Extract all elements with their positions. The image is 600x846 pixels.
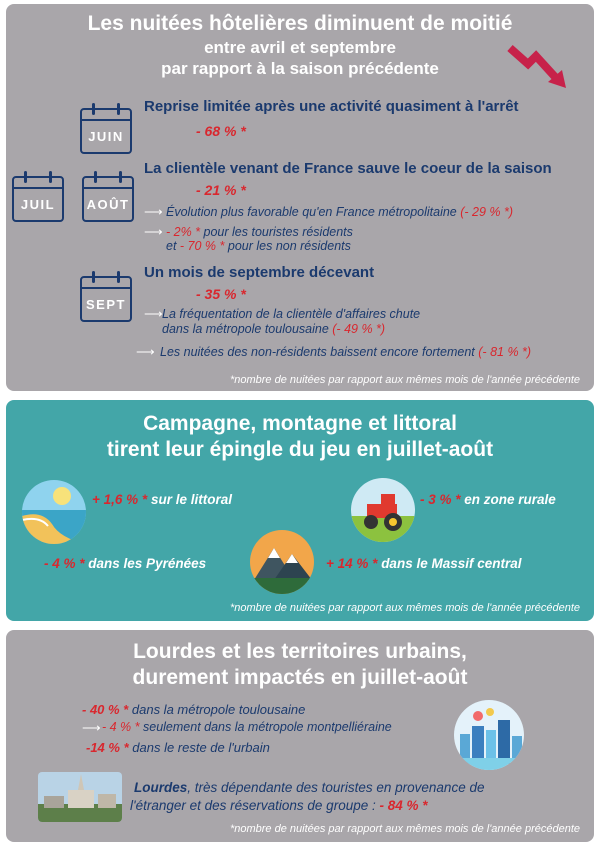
sept-heading: Un mois de septembre décevant — [144, 264, 375, 281]
calendar-label-juin: JUIN — [88, 129, 124, 144]
tractor-icon — [351, 478, 415, 542]
calendar-icon-aout — [82, 176, 134, 222]
ete-heading: La clientèle venant de France sauve le coeur de la saison — [144, 160, 552, 177]
ete-note-2-line-2: et - 70 % * pour les non résidents — [166, 239, 351, 253]
section3-title-1: Lourdes et les territoires urbains, — [133, 640, 467, 663]
sept-value: - 35 % * — [196, 286, 246, 302]
sept-note-2: Les nuitées des non-résidents baissent encore fortement (- 81 % *) — [160, 345, 532, 359]
calendar-icon-juil — [12, 176, 64, 222]
massif-line: + 14 % * dans le Massif central — [326, 556, 522, 571]
pyrenees-line: - 4 % * dans les Pyrénées — [44, 556, 207, 571]
section2-footnote: *nombre de nuitées par rapport aux mêmes mois de l'année précédente — [229, 602, 580, 614]
arrow-icon: ⟶ — [144, 204, 163, 219]
rural-line: - 3 % * en zone rurale — [420, 492, 556, 507]
ete-note-2-line-1: - 2% * pour les touristes résidents — [166, 225, 353, 239]
urbain-line: -14 % * dans le reste de l'urbain — [86, 740, 270, 755]
down-trend-arrow-icon — [506, 42, 570, 92]
calendar-label-aout: AOÛT — [86, 197, 130, 212]
section1-subtitle-2: par rapport à la saison précédente — [161, 59, 439, 78]
littoral-line: + 1,6 % * sur le littoral — [92, 492, 232, 507]
arrow-icon: ⟶ — [144, 306, 163, 321]
lourdes-line-1: Lourdes, très dépendante des touristes en provenance de — [134, 780, 485, 795]
section1-subtitle-1: entre avril et septembre — [204, 38, 396, 57]
section2-title-2: tirent leur épingle du jeu en juillet-août — [106, 438, 494, 461]
calendar-icon-sept — [80, 276, 132, 322]
calendar-label-sept: SEPT — [86, 297, 126, 312]
section2-title-1: Campagne, montagne et littoral — [143, 412, 457, 435]
sept-note-1-line-2: dans la métropole toulousaine (- 49 % *) — [162, 322, 386, 336]
section3-footnote: *nombre de nuitées par rapport aux mêmes mois de l'année précédente — [229, 823, 580, 835]
calendar-icon-juin — [80, 108, 132, 154]
lourdes-photo — [38, 772, 122, 822]
ete-note-1: Évolution plus favorable qu'en France métropolitaine (- 29 % *) — [166, 205, 514, 219]
section1-footnote: *nombre de nuitées par rapport aux mêmes mois de l'année précédente — [229, 374, 580, 386]
lourdes-line-2: l'étranger et des réservations de groupe : - 84 % * — [130, 798, 428, 813]
sept-note-1-line-1: La fréquentation de la clientèle d'affaires chute — [162, 307, 421, 321]
beach-icon — [22, 480, 86, 544]
section3-title-2: durement impactés en juillet-août — [132, 666, 468, 689]
juin-value: - 68 % * — [196, 123, 246, 139]
calendar-label-juil: JUIL — [20, 197, 56, 212]
section1-title: Les nuitées hôtelières diminuent de moitié — [87, 12, 513, 35]
rural-mountain-coast-panel — [6, 400, 594, 621]
arrow-icon: ⟶ — [82, 720, 101, 735]
mountain-icon — [250, 530, 314, 594]
urban-lourdes-panel — [6, 630, 594, 842]
hotel-nights-panel — [6, 4, 594, 391]
city-icon — [454, 700, 524, 770]
ete-value: - 21 % * — [196, 182, 246, 198]
arrow-icon: ⟶ — [136, 344, 155, 359]
juin-heading: Reprise limitée après une activité quasiment à l'arrêt — [144, 98, 519, 115]
arrow-icon: ⟶ — [144, 224, 163, 239]
toulouse-line: - 40 % * dans la métropole toulousaine — [82, 702, 306, 717]
montpellier-line: - 4 % * seulement dans la métropole montpelliéraine — [102, 720, 392, 734]
